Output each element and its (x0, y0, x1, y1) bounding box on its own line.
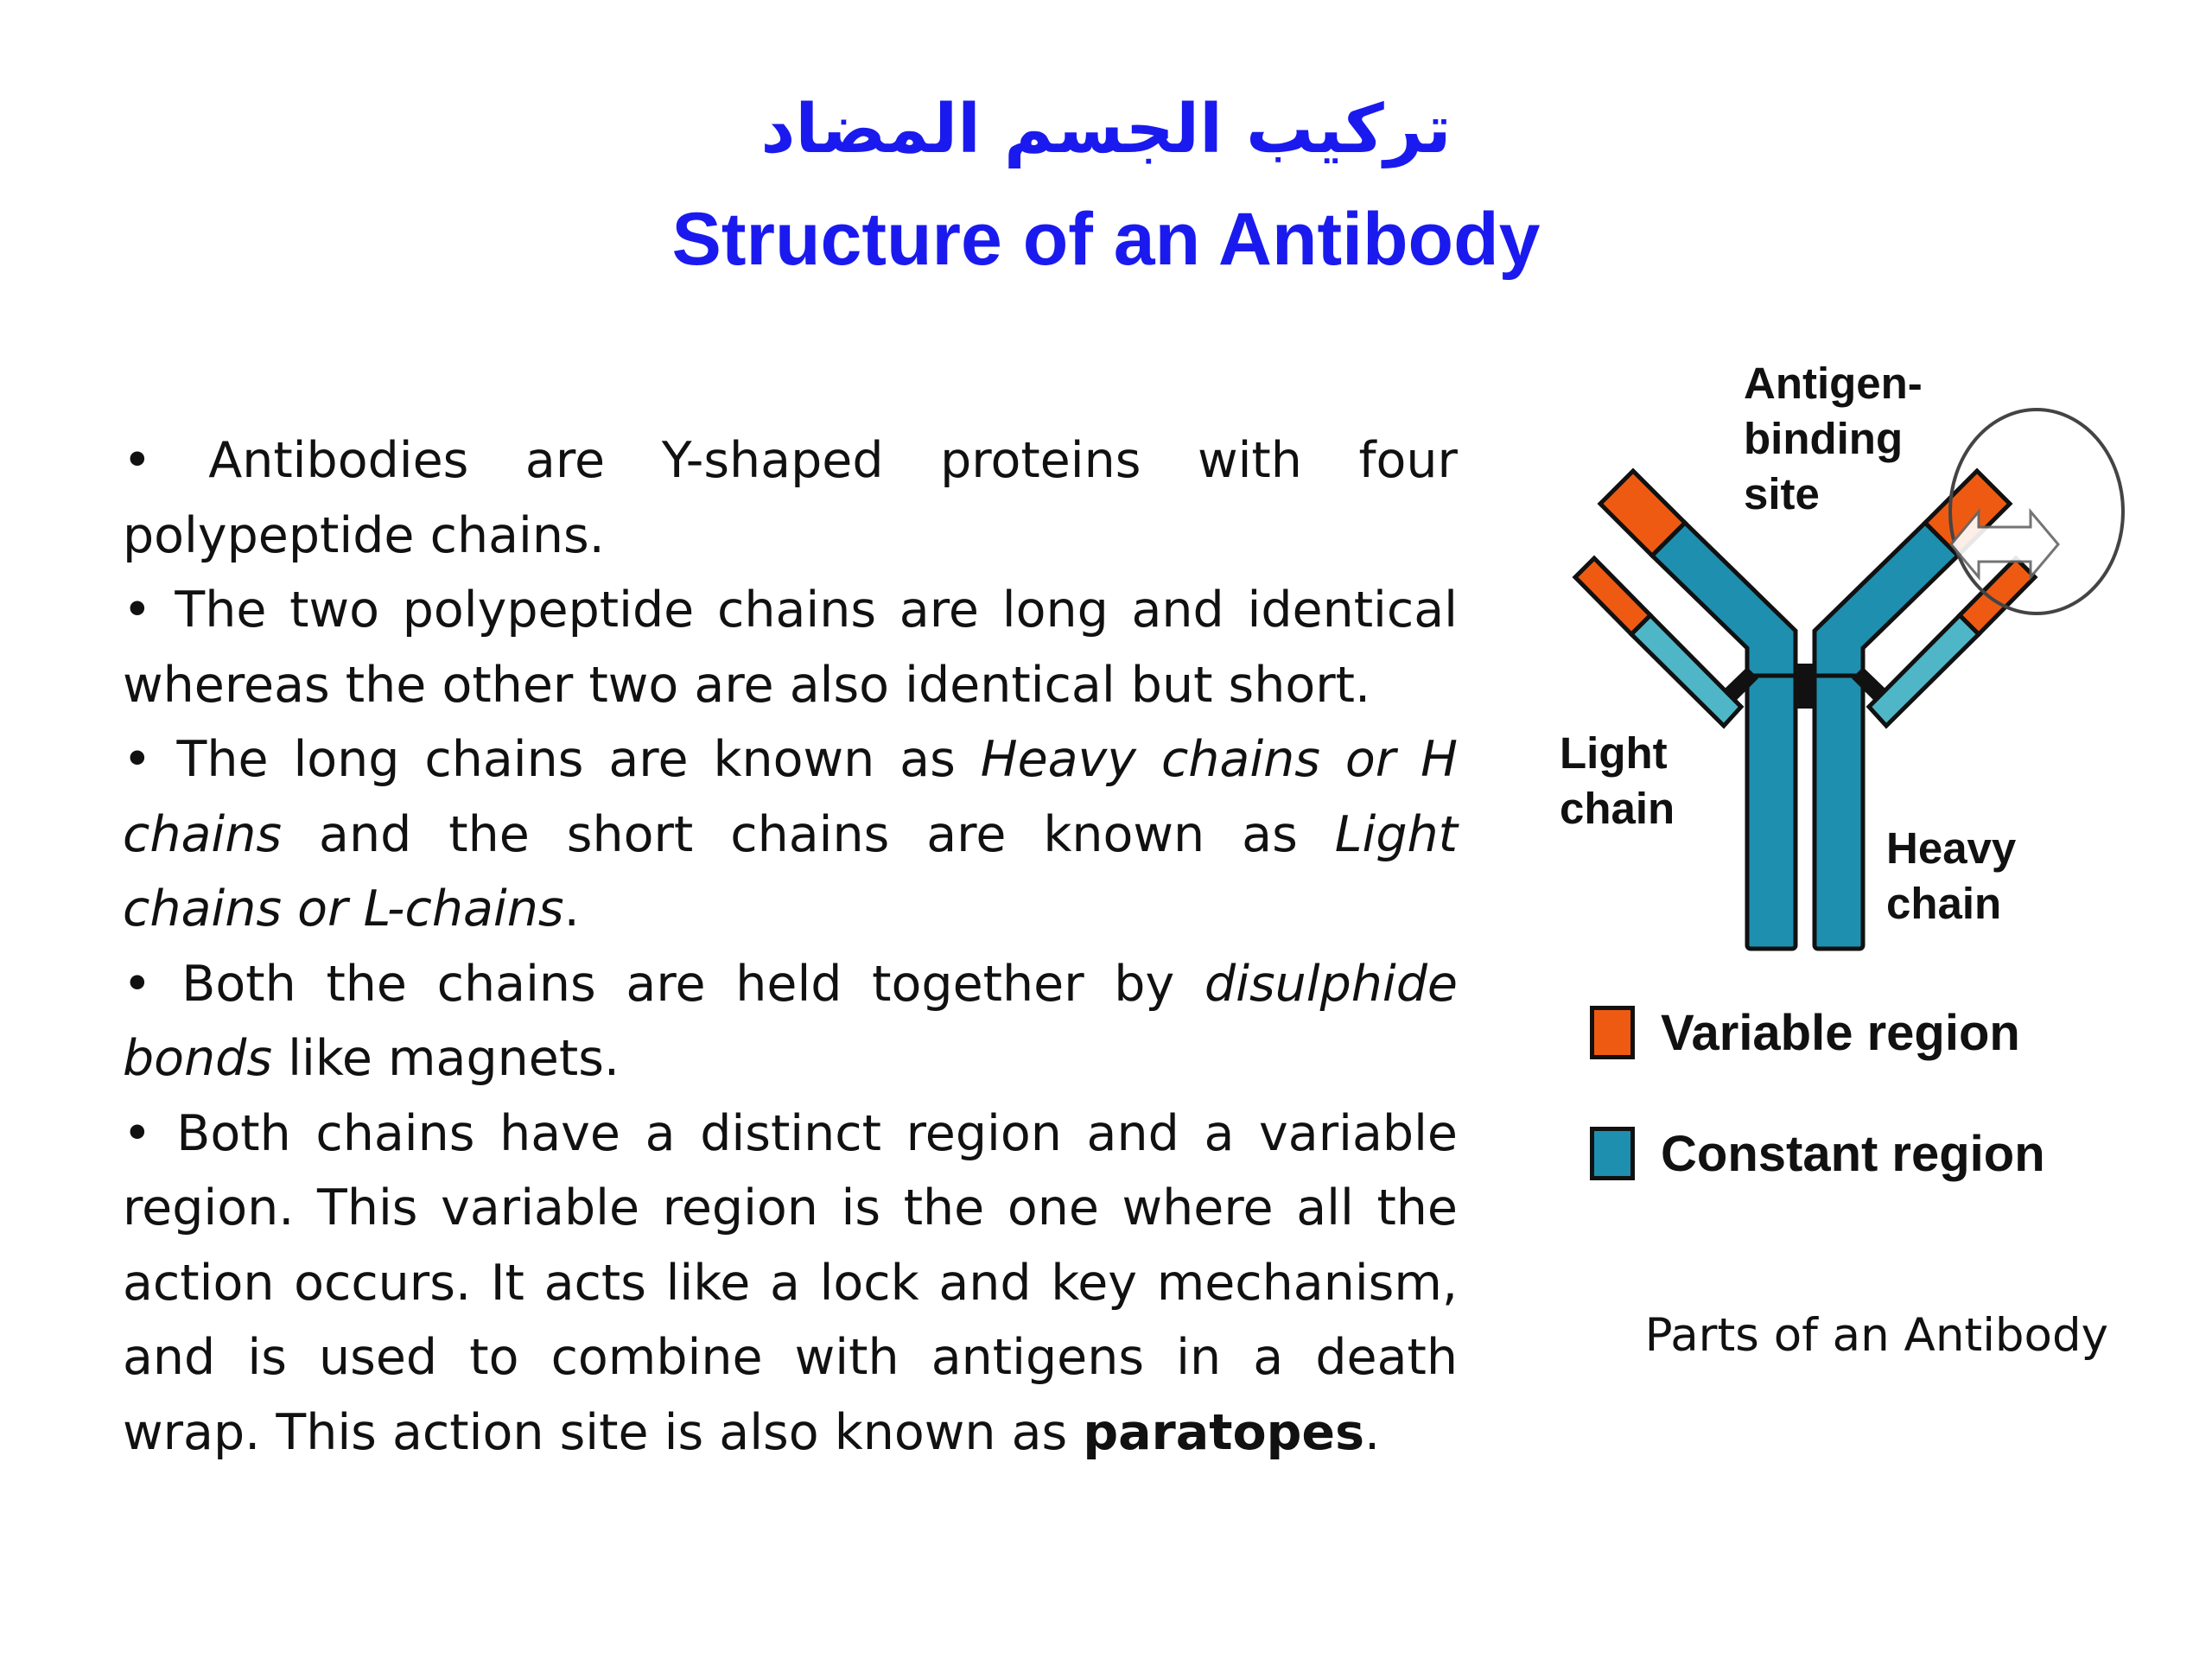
legend-constant-label: Constant region (1661, 1125, 2045, 1182)
label-antigen-binding-site (1744, 356, 1923, 522)
label-heavy-line-2: chain (1886, 879, 2002, 928)
label-heavy-chain (1886, 821, 2016, 931)
bullet-1: • Antibodies are Y-shaped proteins with four polypeptide chains. (123, 432, 1458, 564)
label-light-line-2: chain (1560, 784, 1675, 833)
bullet-2: • The two polypeptide chains are long and identical whereas the other two are also identical but short. (123, 582, 1458, 714)
label-light-line-1: Light (1560, 728, 1668, 778)
bullet-4-disulphide-bonds: disulphide bonds (123, 955, 1458, 1087)
bullet-5 (123, 1096, 1458, 1471)
arabic-title: تركيب الجسم المضاد (760, 91, 1452, 168)
bullet-4-text-c: like magnets. (272, 1030, 620, 1087)
bullet-5-text-a: • Both chains have a distinct region and a variable region. This variable region is the one where all the action occurs. It acts like a lock and key mechanism, and is used to combine with antigens in a death wrap. This action site is also known as (123, 1104, 1458, 1461)
bullet-4 (123, 947, 1458, 1096)
label-antigen-line-3: site (1744, 469, 1820, 518)
legend-variable-label: Variable region (1661, 1004, 2020, 1061)
variable-swatch (1590, 1006, 1635, 1059)
disulphide-bond-center (1796, 664, 1815, 709)
bullet-3-heavy-chains: Heavy chains or H chains (123, 731, 1459, 863)
bullet-3-text-a: • The long chains are known as (123, 731, 981, 788)
constant-swatch (1590, 1127, 1635, 1180)
legend-variable (1590, 1002, 2020, 1063)
light-constant-right (1869, 615, 1979, 726)
bullet-5-paratopes: paratopes (1083, 1403, 1365, 1461)
bullet-3-text-c: and the short chains are known as (282, 805, 1335, 863)
light-constant-left (1631, 615, 1741, 726)
legend-constant (1590, 1123, 2045, 1184)
label-heavy-line-1: Heavy (1886, 823, 2017, 873)
bullet-4-text-a: • Both the chains are held together by (123, 955, 1205, 1013)
body-text (123, 423, 1458, 1470)
bullet-3-text-e: . (563, 880, 580, 938)
label-antigen-line-1: Antigen- (1744, 359, 1923, 408)
bullet-3 (123, 722, 1458, 947)
light-variable-left (1575, 558, 1650, 634)
label-antigen-line-2: binding (1744, 414, 1904, 463)
diagram-caption: Parts of an Antibody (1644, 1309, 2108, 1362)
label-light-chain (1560, 726, 1675, 836)
page-title: Structure of an Antibody (671, 198, 1541, 281)
bullet-3-light-chains: Light chains or L-chains (123, 805, 1458, 938)
bullet-5-text-c: . (1364, 1403, 1381, 1461)
